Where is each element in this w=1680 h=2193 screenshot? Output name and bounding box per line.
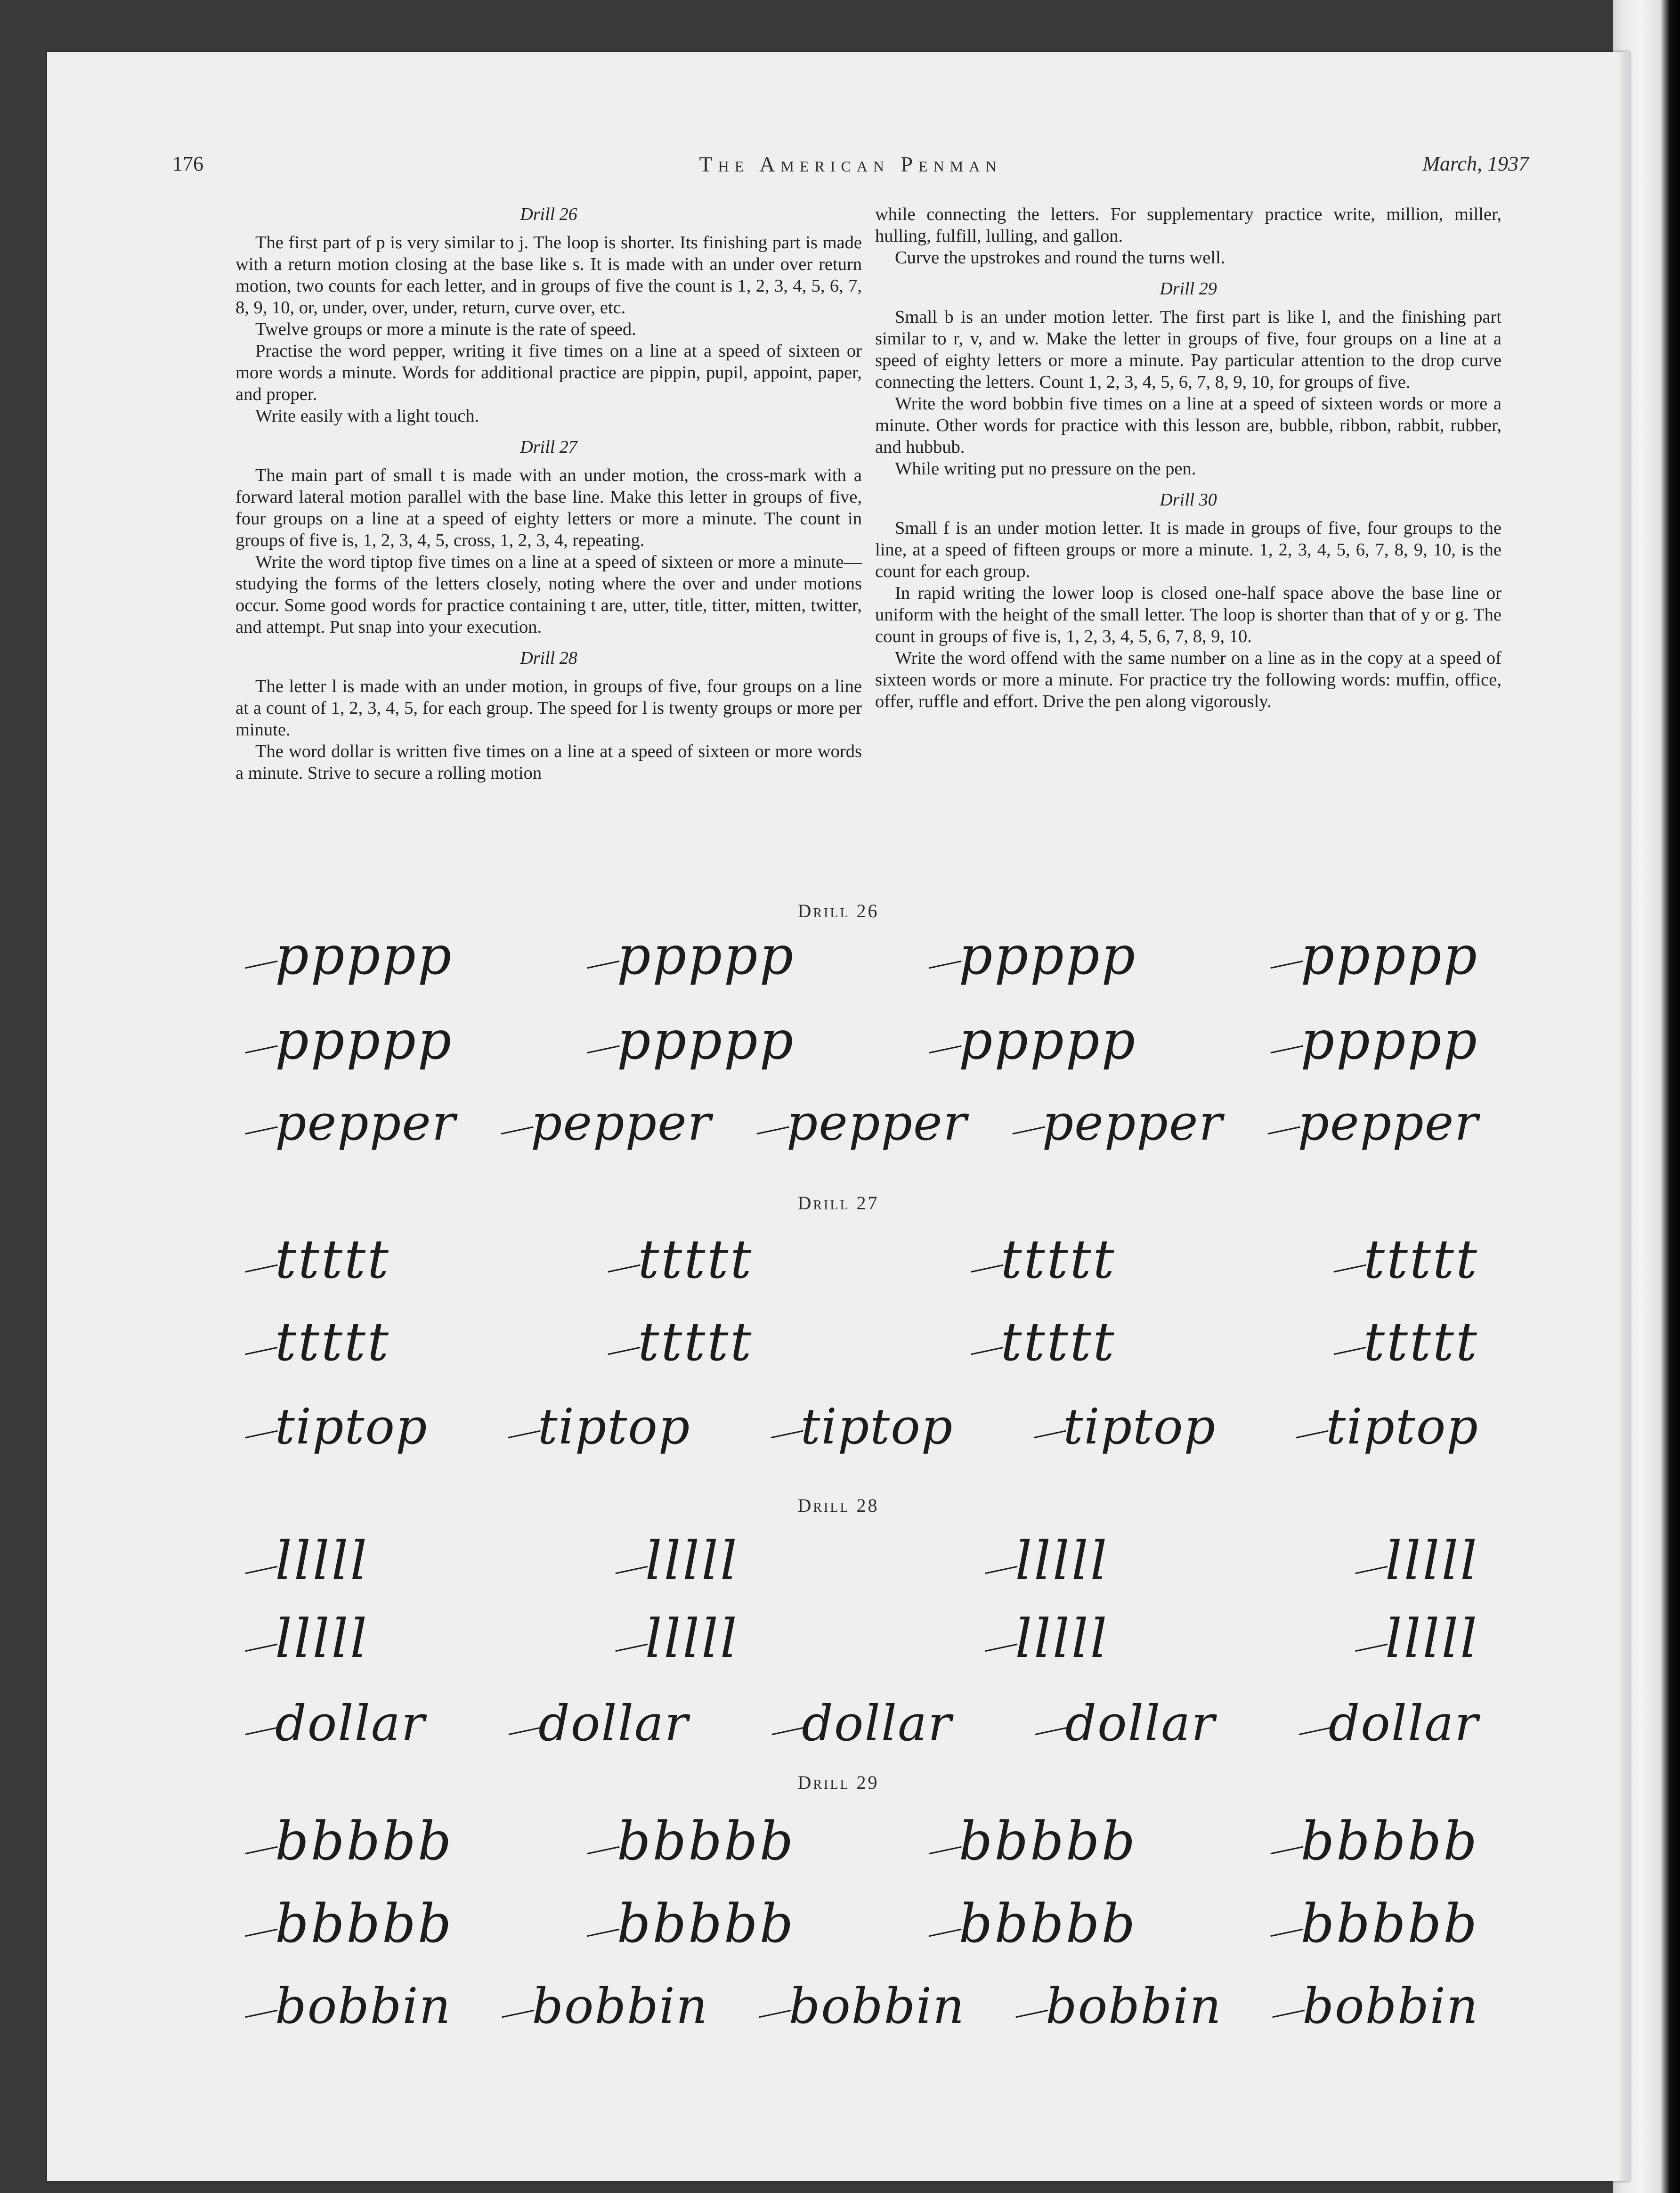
drill28-word-row xyxy=(245,1687,1479,1752)
script-word: bobbin xyxy=(1272,1981,1479,2030)
script-group: lllll xyxy=(1355,1613,1479,1665)
drill29-word-row xyxy=(245,1969,1479,2035)
script-group: lllll xyxy=(1355,1535,1479,1588)
script-group: lllll xyxy=(245,1535,369,1588)
drill27-letter-row-1 xyxy=(245,1225,1479,1290)
drill27-heading: Drill 27 xyxy=(520,437,577,457)
drill29-paragraph: Write the word bobbin five times on a line at a speed of sixteen words or more a minute. Other words for practice with this lesson are, bubble, ribbon, rabbit, rubber, and hubbub. xyxy=(875,394,1501,457)
script-group: ttttt xyxy=(1333,1316,1479,1369)
script-group: ttttt xyxy=(971,1316,1116,1369)
script-group: ppppp xyxy=(929,929,1137,982)
script-word: dollar xyxy=(771,1699,952,1748)
script-word: pepper xyxy=(245,1098,456,1147)
script-group: bbbbb xyxy=(929,1898,1137,1950)
script-group: lllll xyxy=(245,1613,369,1665)
drill29-paragraph: Small b is an under motion letter. The first part is like l, and the finishing part similar to r, v, and w. Make the letter in groups of five, four groups on a line at a speed of eighty letters or more a minute. Pay particular attention to the drop curve connecting the letters. Count 1, 2, 3, 4, 5, 6, 7, 8, 9, 10, for groups of five. xyxy=(875,307,1501,392)
script-word: tiptop xyxy=(508,1402,691,1451)
script-group: lllll xyxy=(985,1535,1109,1588)
right-text-column xyxy=(875,204,1501,712)
drill27-paragraph: The main part of small t is made with an under motion, the cross-mark with a forward lateral motion parallel with the base line. Make this letter in groups of five, four groups on a line at a speed of eighty letters or more a minute. The count in groups of five is, 1, 2, 3, 4, 5, cross, 1, 2, 3, 4, repeating. xyxy=(235,465,862,550)
journal-title: The American Penman xyxy=(699,152,1002,176)
left-text-column xyxy=(235,204,862,784)
script-group: lllll xyxy=(985,1613,1109,1665)
drill28-plate-caption: Drill 28 xyxy=(797,1495,879,1516)
script-word: tiptop xyxy=(1296,1402,1479,1451)
script-group: ppppp xyxy=(245,1014,453,1067)
drill26-paragraph: Write easily with a light touch. xyxy=(255,406,479,426)
drill30-heading: Drill 30 xyxy=(1160,490,1217,510)
drill28-heading: Drill 28 xyxy=(520,648,577,668)
script-word: bobbin xyxy=(245,1981,452,2030)
script-word: dollar xyxy=(1035,1699,1215,1748)
script-group: ttttt xyxy=(971,1233,1116,1286)
drill26-word-row xyxy=(245,1086,1479,1151)
script-group: ttttt xyxy=(245,1316,390,1369)
script-word: dollar xyxy=(1299,1699,1479,1748)
drill29-plate-caption: Drill 29 xyxy=(797,1772,879,1793)
script-group: bbbbb xyxy=(1270,1815,1478,1868)
running-head xyxy=(172,152,1529,180)
script-group: bbbbb xyxy=(929,1815,1137,1868)
script-word: pepper xyxy=(756,1098,968,1147)
drill30-paragraph: Small f is an under motion letter. It is made in groups of five, four groups to the line, at a speed of fifteen groups or more a minute. 1, 2, 3, 4, 5, 6, 7, 8, 9, 10, is the count for each group. xyxy=(875,518,1501,581)
script-word: pepper xyxy=(501,1098,712,1147)
page-edge xyxy=(1620,52,1630,2181)
script-group: lllll xyxy=(615,1613,739,1665)
drill27-word-row xyxy=(245,1390,1479,1455)
script-word: tiptop xyxy=(1033,1402,1217,1451)
script-word: tiptop xyxy=(245,1402,428,1451)
drill26-heading: Drill 26 xyxy=(520,204,577,224)
drill28-continued-paragraph: while connecting the letters. For supplementary practice write, million, miller, hulling, fulfill, lulling, and gallon. xyxy=(875,204,1501,246)
script-group: bbbbb xyxy=(1270,1898,1478,1950)
script-group: bbbbb xyxy=(245,1898,453,1950)
script-word: bobbin xyxy=(759,1981,966,2030)
drill27-plate-caption: Drill 27 xyxy=(797,1192,879,1214)
drill26-paragraph: The first part of p is very similar to j. The loop is shorter. Its finishing part is made with a return motion closing at the base like s. It is made with an under over return motion, two counts for each letter, and in groups of five the count is 1, 2, 3, 4, 5, 6, 7, 8, 9, 10, or, under, over, under, return, curve over, etc. xyxy=(235,233,862,318)
script-word: pepper xyxy=(1267,1098,1479,1147)
script-group: bbbbb xyxy=(587,1898,795,1950)
drill29-letter-row-1 xyxy=(245,1807,1479,1872)
drill28-paragraph: The word dollar is written five times on a line at a speed of sixteen or more words a minute. Strive to secure a rolling motion xyxy=(235,742,862,783)
script-group: bbbbb xyxy=(245,1815,453,1868)
drill27-paragraph: Write the word tiptop five times on a line at a speed of sixteen or more a minute—studying the forms of the letters closely, noting where the over and under motions occur. Some good words for practice containing t are, utter, title, titter, mitten, twitter, and attempt. Put snap into your execution. xyxy=(235,552,862,637)
script-group: ppppp xyxy=(587,929,795,982)
script-group: bbbbb xyxy=(587,1815,795,1868)
drill30-paragraph: Write the word offend with the same number on a line as in the copy at a speed of sixteen words or more a minute. For practice try the following words: muffin, office, offer, ruffle and effort. Drive the pen along vigorously. xyxy=(875,648,1501,711)
script-word: tiptop xyxy=(771,1402,954,1451)
issue-date: March, 1937 xyxy=(1422,152,1529,175)
drill29-heading: Drill 29 xyxy=(1160,279,1217,299)
script-group: ppppp xyxy=(587,1014,795,1067)
script-group: ttttt xyxy=(608,1233,753,1286)
script-group: ttttt xyxy=(1333,1233,1479,1286)
drill28-letter-row-2 xyxy=(245,1604,1479,1670)
drill26-letter-row-1 xyxy=(245,921,1479,986)
drill26-paragraph: Twelve groups or more a minute is the rate of speed. xyxy=(255,319,636,339)
drill26-paragraph: Practise the word pepper, writing it five times on a line at a speed of sixteen or more words a minute. Words for additional practice are pippin, pupil, appoint, paper, and proper. xyxy=(235,341,862,404)
script-group: ppppp xyxy=(929,1014,1137,1067)
script-word: bobbin xyxy=(502,1981,708,2030)
drill26-letter-row-2 xyxy=(245,1006,1479,1071)
drill30-paragraph: In rapid writing the lower loop is closed one-half space above the base line or uniform with the height of the small letter. The loop is shorter than that of y or g. The count in groups of five is, 1, 2, 3, 4, 5, 6, 7, 8, 9, 10. xyxy=(875,583,1501,646)
script-word: pepper xyxy=(1012,1098,1224,1147)
script-group: lllll xyxy=(615,1535,739,1588)
script-word: dollar xyxy=(245,1699,425,1748)
drill29-letter-row-2 xyxy=(245,1889,1479,1955)
drill27-letter-row-2 xyxy=(245,1307,1479,1373)
page-number: 176 xyxy=(172,152,203,175)
script-group: ppppp xyxy=(245,929,453,982)
script-group: ppppp xyxy=(1270,929,1478,982)
drill28-letter-row-1 xyxy=(245,1526,1479,1592)
drill28-paragraph: Curve the upstrokes and round the turns well. xyxy=(895,248,1226,268)
drill26-plate-caption: Drill 26 xyxy=(797,900,879,921)
script-group: ttttt xyxy=(608,1316,753,1369)
script-group: ttttt xyxy=(245,1233,390,1286)
drill29-paragraph: While writing put no pressure on the pen. xyxy=(895,459,1196,479)
script-word: bobbin xyxy=(1015,1981,1222,2030)
drill28-paragraph: The letter l is made with an under motion, in groups of five, four groups on a line at a count of 1, 2, 3, 4, 5, for each group. The speed for l is twenty groups or more per minute. xyxy=(235,677,862,740)
script-group: ppppp xyxy=(1270,1014,1478,1067)
script-word: dollar xyxy=(508,1699,689,1748)
